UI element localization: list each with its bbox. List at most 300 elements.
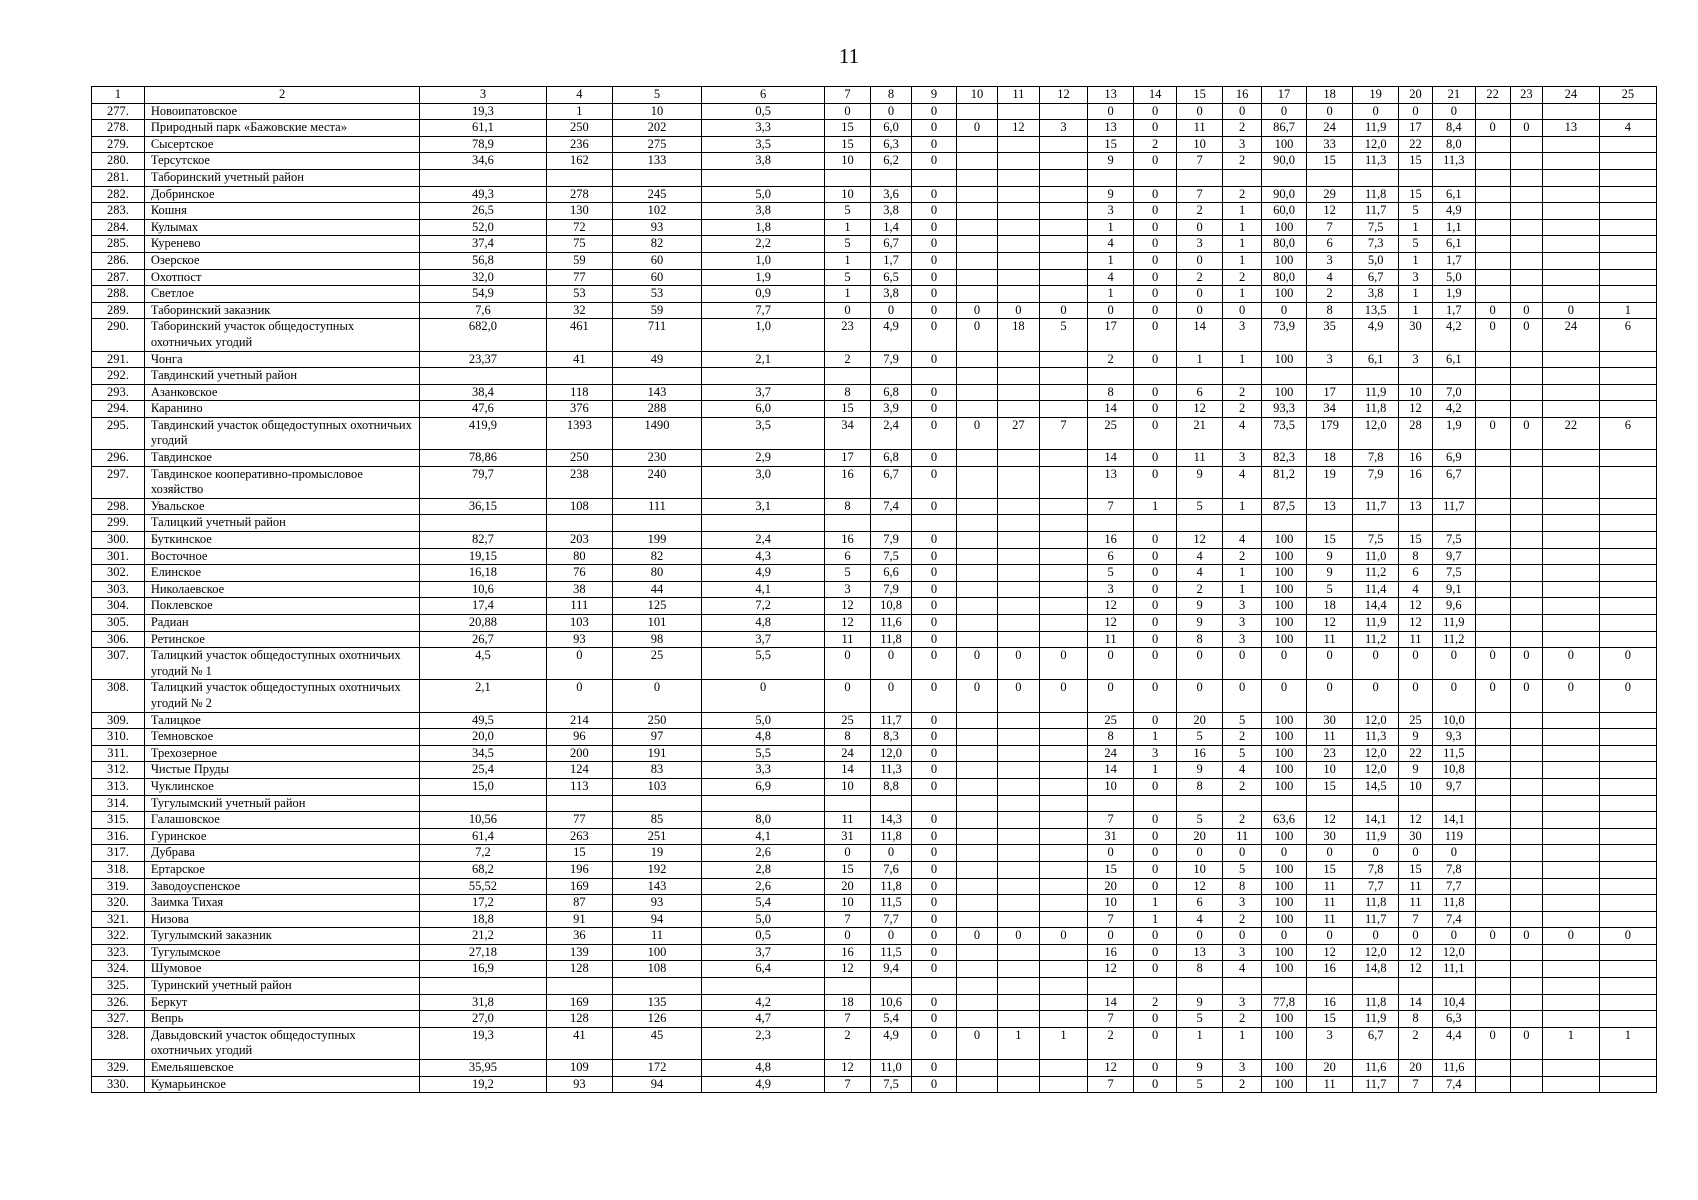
value-cell bbox=[998, 812, 1039, 829]
value-cell: 7 bbox=[1398, 911, 1432, 928]
value-cell bbox=[1510, 615, 1542, 632]
row-number-cell: 328. bbox=[92, 1027, 145, 1059]
value-cell: 10,56 bbox=[420, 812, 546, 829]
value-cell: 4 bbox=[1088, 236, 1134, 253]
value-cell: 5 bbox=[1088, 565, 1134, 582]
value-cell bbox=[1039, 961, 1088, 978]
value-cell: 0 bbox=[1133, 565, 1177, 582]
value-cell: 0 bbox=[1222, 648, 1261, 680]
value-cell: 0 bbox=[1133, 828, 1177, 845]
value-cell bbox=[956, 762, 997, 779]
table-row bbox=[92, 680, 1657, 712]
value-cell: 93,3 bbox=[1262, 401, 1307, 418]
value-cell bbox=[1039, 878, 1088, 895]
value-cell: 7,7 bbox=[702, 302, 825, 319]
value-cell bbox=[998, 515, 1039, 532]
value-cell: 0 bbox=[1262, 103, 1307, 120]
value-cell: 0 bbox=[956, 680, 997, 712]
value-cell: 3,3 bbox=[702, 120, 825, 137]
table-row bbox=[92, 615, 1657, 632]
value-cell: 76 bbox=[546, 565, 612, 582]
value-cell: 0 bbox=[1510, 417, 1542, 449]
value-cell: 100 bbox=[1262, 1060, 1307, 1077]
value-cell: 11,6 bbox=[870, 615, 911, 632]
column-number-cell: 8 bbox=[870, 87, 911, 104]
value-cell: 54,9 bbox=[420, 286, 546, 303]
value-cell: 7 bbox=[1177, 186, 1223, 203]
value-cell: 9,7 bbox=[1433, 778, 1475, 795]
value-cell bbox=[1222, 169, 1261, 186]
value-cell: 44 bbox=[612, 581, 701, 598]
column-number-cell: 7 bbox=[825, 87, 871, 104]
table-row bbox=[92, 961, 1657, 978]
value-cell: 5 bbox=[1306, 581, 1353, 598]
value-cell: 38,4 bbox=[420, 384, 546, 401]
value-cell: 100 bbox=[1262, 762, 1307, 779]
value-cell: 0 bbox=[1510, 928, 1542, 945]
value-cell: 0 bbox=[1398, 845, 1432, 862]
value-cell: 0 bbox=[1133, 351, 1177, 368]
value-cell: 0 bbox=[1177, 252, 1223, 269]
value-cell bbox=[1510, 252, 1542, 269]
value-cell bbox=[1510, 269, 1542, 286]
value-cell: 5 bbox=[1222, 712, 1261, 729]
value-cell bbox=[1510, 729, 1542, 746]
value-cell: 60 bbox=[612, 252, 701, 269]
value-cell: 100 bbox=[1262, 631, 1307, 648]
value-cell: 11,4 bbox=[1353, 581, 1399, 598]
value-cell bbox=[998, 895, 1039, 912]
value-cell bbox=[1039, 581, 1088, 598]
value-cell bbox=[998, 615, 1039, 632]
value-cell: 0 bbox=[1177, 302, 1223, 319]
value-cell: 12 bbox=[1088, 615, 1134, 632]
value-cell: 203 bbox=[546, 532, 612, 549]
value-cell: 6 bbox=[825, 548, 871, 565]
value-cell: 100 bbox=[1262, 548, 1307, 565]
table-row bbox=[92, 401, 1657, 418]
value-cell: 11,7 bbox=[1353, 498, 1399, 515]
value-cell: 0 bbox=[1133, 269, 1177, 286]
value-cell bbox=[1510, 136, 1542, 153]
value-cell: 8 bbox=[1088, 384, 1134, 401]
value-cell: 0 bbox=[1306, 845, 1353, 862]
value-cell: 12 bbox=[1177, 878, 1223, 895]
column-number-cell: 25 bbox=[1599, 87, 1656, 104]
value-cell: 100 bbox=[1262, 581, 1307, 598]
value-cell: 6,9 bbox=[702, 778, 825, 795]
value-cell: 100 bbox=[1262, 878, 1307, 895]
value-cell: 0 bbox=[1177, 219, 1223, 236]
value-cell: 11 bbox=[1306, 895, 1353, 912]
value-cell bbox=[825, 515, 871, 532]
value-cell: 10,6 bbox=[870, 994, 911, 1011]
value-cell: 0 bbox=[1306, 648, 1353, 680]
value-cell: 4,8 bbox=[702, 615, 825, 632]
value-cell: 7,5 bbox=[1353, 532, 1399, 549]
value-cell: 0 bbox=[912, 828, 957, 845]
value-cell: 6,9 bbox=[1433, 450, 1475, 467]
value-cell: 0 bbox=[1510, 319, 1542, 351]
value-cell bbox=[1542, 103, 1599, 120]
value-cell: 0 bbox=[1262, 648, 1307, 680]
value-cell: 1 bbox=[1398, 219, 1432, 236]
area-name-cell: Озерское bbox=[144, 252, 420, 269]
value-cell: 0 bbox=[1133, 1060, 1177, 1077]
value-cell bbox=[956, 745, 997, 762]
value-cell: 3 bbox=[1133, 745, 1177, 762]
value-cell: 6 bbox=[1177, 895, 1223, 912]
value-cell bbox=[1039, 615, 1088, 632]
value-cell bbox=[1475, 1076, 1510, 1093]
value-cell bbox=[1039, 466, 1088, 498]
value-cell bbox=[1039, 895, 1088, 912]
value-cell: 0 bbox=[1133, 631, 1177, 648]
value-cell bbox=[1177, 795, 1223, 812]
value-cell: 13 bbox=[1306, 498, 1353, 515]
value-cell: 143 bbox=[612, 878, 701, 895]
value-cell bbox=[998, 153, 1039, 170]
value-cell bbox=[1088, 795, 1134, 812]
value-cell bbox=[1599, 136, 1656, 153]
value-cell: 100 bbox=[1262, 944, 1307, 961]
value-cell: 11 bbox=[612, 928, 701, 945]
value-cell: 7 bbox=[825, 1011, 871, 1028]
value-cell: 1,9 bbox=[702, 269, 825, 286]
value-cell: 1 bbox=[998, 1027, 1039, 1059]
value-cell bbox=[1542, 450, 1599, 467]
value-cell: 101 bbox=[612, 615, 701, 632]
value-cell bbox=[1398, 368, 1432, 385]
table-row bbox=[92, 828, 1657, 845]
value-cell: 16,18 bbox=[420, 565, 546, 582]
value-cell bbox=[956, 845, 997, 862]
value-cell: 15 bbox=[825, 401, 871, 418]
value-cell: 23 bbox=[1306, 745, 1353, 762]
area-name-cell: Дубрава bbox=[144, 845, 420, 862]
value-cell: 0 bbox=[1542, 680, 1599, 712]
value-cell: 25,4 bbox=[420, 762, 546, 779]
value-cell bbox=[956, 895, 997, 912]
value-cell: 4,9 bbox=[1433, 203, 1475, 220]
value-cell: 12,0 bbox=[1353, 417, 1399, 449]
value-cell bbox=[1510, 581, 1542, 598]
value-cell: 236 bbox=[546, 136, 612, 153]
value-cell: 0 bbox=[1353, 845, 1399, 862]
area-name-cell: Новоипатовское bbox=[144, 103, 420, 120]
value-cell: 0 bbox=[1475, 928, 1510, 945]
value-cell: 2 bbox=[1398, 1027, 1432, 1059]
value-cell bbox=[1039, 828, 1088, 845]
value-cell bbox=[1039, 269, 1088, 286]
value-cell: 34,6 bbox=[420, 153, 546, 170]
value-cell: 5 bbox=[1177, 729, 1223, 746]
value-cell: 2 bbox=[825, 351, 871, 368]
value-cell: 9,7 bbox=[1433, 548, 1475, 565]
value-cell bbox=[1039, 944, 1088, 961]
value-cell: 0 bbox=[912, 103, 957, 120]
value-cell bbox=[1599, 203, 1656, 220]
value-cell: 5,0 bbox=[1433, 269, 1475, 286]
value-cell bbox=[1599, 895, 1656, 912]
value-cell: 11,8 bbox=[1353, 895, 1399, 912]
value-cell: 0 bbox=[1088, 648, 1134, 680]
value-cell bbox=[1475, 103, 1510, 120]
column-number-cell: 2 bbox=[144, 87, 420, 104]
value-cell: 21,2 bbox=[420, 928, 546, 945]
value-cell: 30 bbox=[1398, 828, 1432, 845]
value-cell: 6,7 bbox=[870, 466, 911, 498]
value-cell bbox=[1039, 712, 1088, 729]
value-cell bbox=[1599, 861, 1656, 878]
value-cell: 0 bbox=[612, 680, 701, 712]
value-cell: 0 bbox=[1133, 466, 1177, 498]
value-cell bbox=[1542, 795, 1599, 812]
value-cell: 3 bbox=[1222, 450, 1261, 467]
value-cell: 41 bbox=[546, 351, 612, 368]
value-cell bbox=[956, 252, 997, 269]
value-cell: 4,9 bbox=[870, 1027, 911, 1059]
value-cell: 11,2 bbox=[1353, 565, 1399, 582]
value-cell: 0 bbox=[870, 845, 911, 862]
value-cell bbox=[1039, 762, 1088, 779]
value-cell bbox=[956, 466, 997, 498]
value-cell bbox=[998, 466, 1039, 498]
value-cell bbox=[1475, 565, 1510, 582]
value-cell: 0 bbox=[912, 631, 957, 648]
value-cell: 0 bbox=[1133, 1027, 1177, 1059]
value-cell: 4,7 bbox=[702, 1011, 825, 1028]
value-cell bbox=[1510, 762, 1542, 779]
area-name-cell: Емельяшевское bbox=[144, 1060, 420, 1077]
value-cell: 12 bbox=[825, 598, 871, 615]
value-cell: 31 bbox=[825, 828, 871, 845]
value-cell bbox=[1039, 845, 1088, 862]
value-cell bbox=[998, 498, 1039, 515]
value-cell bbox=[1542, 565, 1599, 582]
value-cell: 3 bbox=[1039, 120, 1088, 137]
value-cell: 94 bbox=[612, 1076, 701, 1093]
value-cell: 0 bbox=[1510, 680, 1542, 712]
value-cell bbox=[1542, 978, 1599, 995]
value-cell bbox=[998, 368, 1039, 385]
value-cell: 11,7 bbox=[1353, 911, 1399, 928]
value-cell bbox=[1475, 762, 1510, 779]
value-cell bbox=[1039, 1076, 1088, 1093]
value-cell: 8 bbox=[825, 729, 871, 746]
value-cell: 169 bbox=[546, 994, 612, 1011]
value-cell bbox=[1510, 401, 1542, 418]
value-cell: 29 bbox=[1306, 186, 1353, 203]
table-row bbox=[92, 368, 1657, 385]
value-cell: 20 bbox=[1177, 828, 1223, 845]
value-cell: 86,7 bbox=[1262, 120, 1307, 137]
value-cell bbox=[1542, 895, 1599, 912]
value-cell: 10,8 bbox=[1433, 762, 1475, 779]
value-cell bbox=[956, 994, 997, 1011]
value-cell: 10,8 bbox=[870, 598, 911, 615]
value-cell: 4,9 bbox=[1353, 319, 1399, 351]
value-cell: 4 bbox=[1177, 565, 1223, 582]
value-cell bbox=[1542, 515, 1599, 532]
value-cell bbox=[956, 450, 997, 467]
value-cell bbox=[956, 615, 997, 632]
value-cell: 33 bbox=[1306, 136, 1353, 153]
value-cell: 0 bbox=[1133, 861, 1177, 878]
value-cell: 32 bbox=[546, 302, 612, 319]
row-number-cell: 280. bbox=[92, 153, 145, 170]
value-cell bbox=[998, 186, 1039, 203]
value-cell bbox=[546, 515, 612, 532]
value-cell: 0 bbox=[1133, 812, 1177, 829]
value-cell bbox=[1510, 812, 1542, 829]
value-cell: 77 bbox=[546, 812, 612, 829]
table-row bbox=[92, 1027, 1657, 1059]
value-cell bbox=[825, 978, 871, 995]
value-cell: 0 bbox=[1133, 680, 1177, 712]
value-cell: 100 bbox=[1262, 778, 1307, 795]
value-cell: 59 bbox=[546, 252, 612, 269]
column-number-cell: 3 bbox=[420, 87, 546, 104]
table-row bbox=[92, 120, 1657, 137]
value-cell: 6 bbox=[1306, 236, 1353, 253]
value-cell: 100 bbox=[1262, 895, 1307, 912]
area-name-cell: Талицкий участок общедоступных охотничьих угодий № 1 bbox=[144, 648, 420, 680]
value-cell: 0 bbox=[1039, 680, 1088, 712]
area-name-cell: Таборинский учетный район bbox=[144, 169, 420, 186]
value-cell: 0 bbox=[998, 928, 1039, 945]
value-cell: 0 bbox=[912, 319, 957, 351]
value-cell: 0 bbox=[1133, 252, 1177, 269]
value-cell: 12 bbox=[1306, 615, 1353, 632]
value-cell: 24 bbox=[1306, 120, 1353, 137]
value-cell: 0 bbox=[1133, 153, 1177, 170]
column-number-cell: 9 bbox=[912, 87, 957, 104]
value-cell: 100 bbox=[1262, 532, 1307, 549]
value-cell: 1 bbox=[1088, 286, 1134, 303]
value-cell bbox=[1177, 515, 1223, 532]
value-cell: 19,15 bbox=[420, 548, 546, 565]
value-cell: 11 bbox=[1306, 729, 1353, 746]
value-cell: 3,8 bbox=[702, 153, 825, 170]
value-cell bbox=[1510, 994, 1542, 1011]
value-cell: 1 bbox=[1222, 252, 1261, 269]
value-cell: 0 bbox=[912, 1027, 957, 1059]
value-cell: 7,2 bbox=[702, 598, 825, 615]
value-cell: 16 bbox=[1088, 944, 1134, 961]
value-cell: 15 bbox=[1088, 861, 1134, 878]
value-cell: 60,0 bbox=[1262, 203, 1307, 220]
table-row bbox=[92, 928, 1657, 945]
value-cell bbox=[1133, 515, 1177, 532]
value-cell: 0 bbox=[912, 1076, 957, 1093]
value-cell: 0 bbox=[912, 236, 957, 253]
value-cell: 12 bbox=[1306, 812, 1353, 829]
value-cell: 73,5 bbox=[1262, 417, 1307, 449]
value-cell: 2 bbox=[825, 1027, 871, 1059]
value-cell: 18,8 bbox=[420, 911, 546, 928]
area-name-cell: Кулымах bbox=[144, 219, 420, 236]
value-cell bbox=[1599, 186, 1656, 203]
value-cell: 16 bbox=[1177, 745, 1223, 762]
value-cell: 11 bbox=[1306, 1076, 1353, 1093]
value-cell: 711 bbox=[612, 319, 701, 351]
value-cell bbox=[1433, 978, 1475, 995]
value-cell: 3,5 bbox=[702, 417, 825, 449]
value-cell: 68,2 bbox=[420, 861, 546, 878]
value-cell: 15 bbox=[1306, 778, 1353, 795]
value-cell: 8 bbox=[1177, 631, 1223, 648]
value-cell: 1 bbox=[1398, 252, 1432, 269]
area-name-cell: Заводоуспенское bbox=[144, 878, 420, 895]
value-cell: 0 bbox=[1222, 928, 1261, 945]
value-cell bbox=[825, 368, 871, 385]
value-cell: 7 bbox=[1177, 153, 1223, 170]
area-name-cell: Таборинский заказник bbox=[144, 302, 420, 319]
value-cell: 0 bbox=[1133, 286, 1177, 303]
value-cell: 100 bbox=[1262, 136, 1307, 153]
value-cell: 7,8 bbox=[1353, 450, 1399, 467]
value-cell bbox=[1542, 1060, 1599, 1077]
row-number-cell: 304. bbox=[92, 598, 145, 615]
value-cell bbox=[1599, 615, 1656, 632]
value-cell bbox=[1306, 169, 1353, 186]
value-cell bbox=[1039, 186, 1088, 203]
value-cell bbox=[546, 978, 612, 995]
value-cell bbox=[1088, 515, 1134, 532]
value-cell bbox=[1542, 911, 1599, 928]
value-cell: 1 bbox=[1222, 565, 1261, 582]
area-name-cell: Природный парк «Бажовские места» bbox=[144, 120, 420, 137]
value-cell bbox=[1475, 532, 1510, 549]
row-number-cell: 299. bbox=[92, 515, 145, 532]
value-cell bbox=[1039, 368, 1088, 385]
value-cell bbox=[1599, 103, 1656, 120]
value-cell bbox=[1542, 581, 1599, 598]
value-cell: 9,4 bbox=[870, 961, 911, 978]
value-cell: 80,0 bbox=[1262, 236, 1307, 253]
value-cell bbox=[420, 795, 546, 812]
value-cell bbox=[1475, 368, 1510, 385]
value-cell bbox=[998, 631, 1039, 648]
value-cell: 30 bbox=[1306, 712, 1353, 729]
value-cell: 81,2 bbox=[1262, 466, 1307, 498]
area-name-cell: Вепрь bbox=[144, 1011, 420, 1028]
value-cell: 14,1 bbox=[1433, 812, 1475, 829]
row-number-cell: 323. bbox=[92, 944, 145, 961]
value-cell: 100 bbox=[1262, 219, 1307, 236]
value-cell bbox=[998, 401, 1039, 418]
value-cell: 0 bbox=[912, 120, 957, 137]
value-cell: 2,8 bbox=[702, 861, 825, 878]
value-cell: 94 bbox=[612, 911, 701, 928]
area-name-cell: Талицкий учетный район bbox=[144, 515, 420, 532]
value-cell: 0 bbox=[1133, 120, 1177, 137]
value-cell: 9 bbox=[1177, 615, 1223, 632]
value-cell bbox=[1510, 895, 1542, 912]
table-row bbox=[92, 861, 1657, 878]
value-cell: 0 bbox=[1177, 680, 1223, 712]
value-cell bbox=[1510, 498, 1542, 515]
value-cell: 5 bbox=[825, 269, 871, 286]
value-cell: 5,4 bbox=[870, 1011, 911, 1028]
value-cell: 1 bbox=[1222, 581, 1261, 598]
value-cell: 0 bbox=[1542, 928, 1599, 945]
value-cell: 1 bbox=[1133, 498, 1177, 515]
value-cell bbox=[1039, 286, 1088, 303]
value-cell bbox=[1039, 812, 1088, 829]
value-cell: 4,9 bbox=[702, 565, 825, 582]
